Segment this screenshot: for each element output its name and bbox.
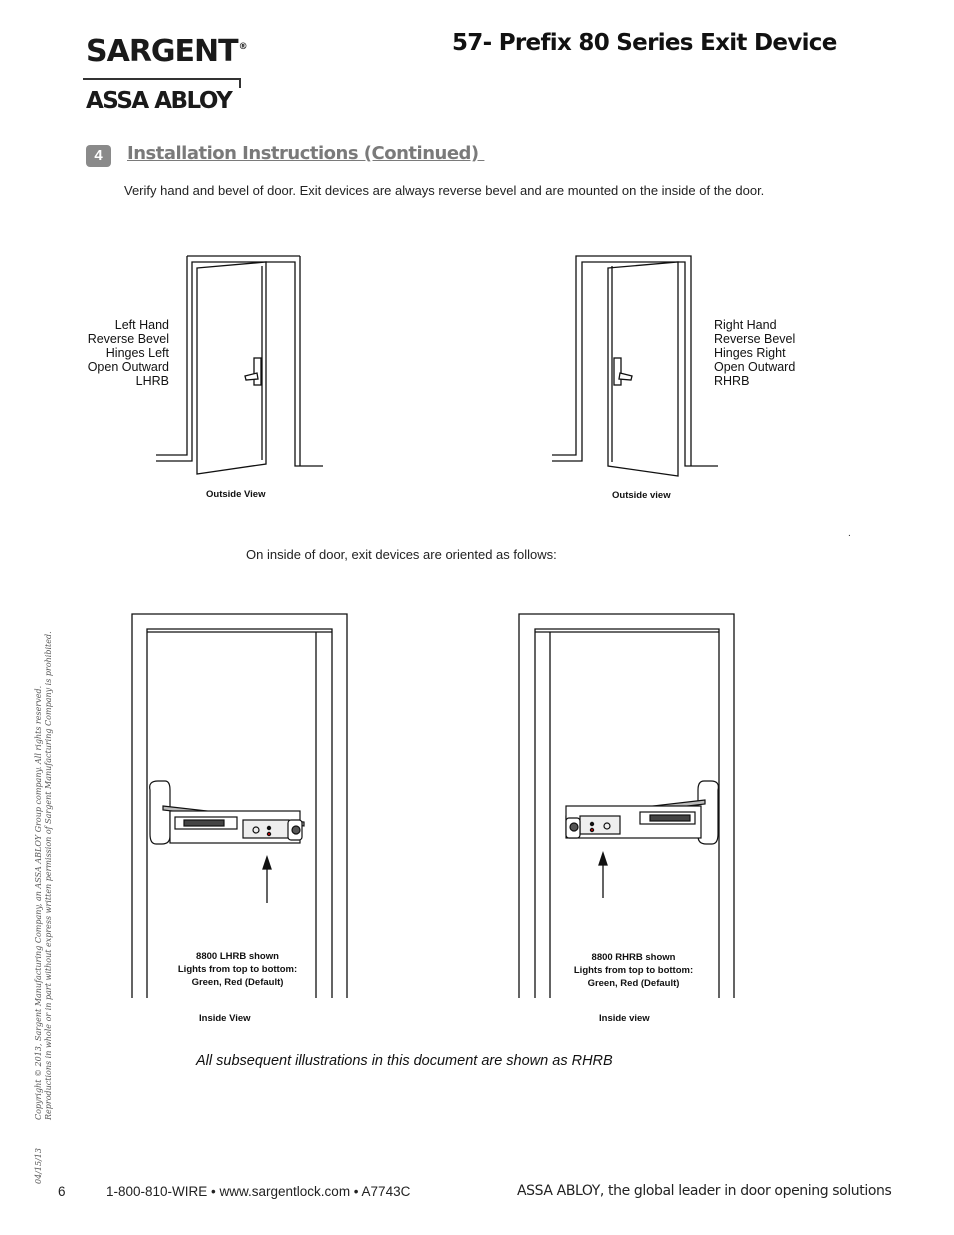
inside-view-caption-right: Inside view	[599, 1013, 650, 1024]
inside-lhrb-lights-value: Green, Red (Default)	[191, 977, 284, 988]
assa-abloy-logo: ASSA ABLOY	[86, 88, 232, 114]
indicator-arrow-lhrb	[263, 857, 271, 903]
outside-view-caption-right: Outside view	[612, 490, 671, 501]
stray-dot: .	[848, 528, 851, 539]
inside-intro-text: On inside of door, exit devices are oriented as follows:	[246, 547, 557, 562]
inside-lhrb-model: 8800 LHRB shown	[196, 951, 279, 962]
copyright-line-1: Copyright © 2013, Sargent Manufacturing Company, an ASSA ABLOY Group company. All rights reserved.	[34, 685, 43, 1120]
inside-rhrb-model: 8800 RHRB shown	[591, 952, 676, 963]
indicator-arrow-rhrb	[599, 853, 607, 898]
inside-rhrb-caption	[556, 951, 711, 990]
copyright-line-2: Reproductions in whole or in part without express written permission of Sargent Manufacturing Company is prohibited.	[44, 631, 53, 1120]
section-title: Installation Instructions (Continued)	[127, 143, 485, 164]
inside-view-caption-left: Inside View	[199, 1013, 251, 1024]
rhrb-note: All subsequent illustrations in this document are shown as RHRB	[196, 1053, 613, 1069]
inside-rhrb-lights-value: Green, Red (Default)	[587, 978, 680, 989]
document-title: 57- Prefix 80 Series Exit Device	[452, 30, 837, 56]
exit-device-lhrb	[150, 781, 304, 844]
intro-text: Verify hand and bevel of door. Exit devices are always reverse bevel and are mounted on the inside of the door.	[124, 183, 765, 198]
outside-view-caption-left: Outside View	[206, 489, 266, 500]
inside-rhrb-lights-title: Lights from top to bottom:	[573, 965, 694, 976]
inside-lhrb-caption	[160, 950, 315, 989]
outside-door-rhrb-label: Right Hand Reverse Bevel Hinges Right Open Outward RHRB	[714, 318, 796, 388]
outside-door-rhrb-drawing	[552, 256, 718, 476]
registered-mark: ®	[238, 42, 247, 52]
outside-door-lhrb-label: Left Hand Reverse Bevel Hinges Left Open Outward LHRB	[87, 318, 169, 388]
brand-primary: SARGENT	[86, 34, 238, 69]
exit-device-rhrb	[566, 781, 718, 844]
step-number-badge: 4	[86, 145, 111, 167]
inside-lhrb-lights-title: Lights from top to bottom:	[177, 964, 298, 975]
footer-contact: 1-800-810-WIRE • www.sargentlock.com • A7743C	[106, 1184, 411, 1199]
outside-door-lhrb-drawing	[156, 256, 323, 474]
page-number: 6	[58, 1184, 66, 1199]
revision-date: 04/15/13	[34, 1148, 43, 1184]
footer-tagline: ASSA ABLOY, the global leader in door opening solutions	[517, 1183, 892, 1199]
